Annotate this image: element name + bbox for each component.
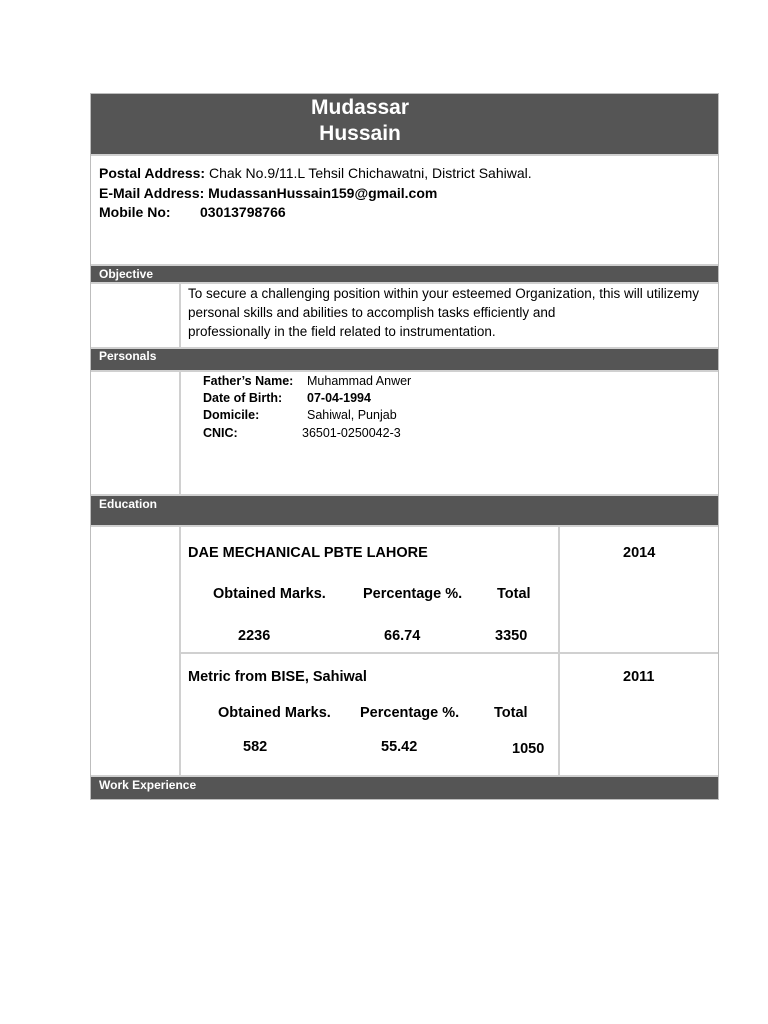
education-year: 2011 <box>623 669 655 685</box>
objective-left-column <box>91 284 181 347</box>
education-header: Education <box>91 496 718 527</box>
domicile-label: Domicile: <box>203 408 260 422</box>
percentage-value: 55.42 <box>381 739 418 755</box>
percentage-header: Percentage %. <box>363 586 463 602</box>
education-degree: Metric from BISE, Sahiwal <box>188 669 367 685</box>
obtained-marks-value: 582 <box>243 739 268 755</box>
total-value: 1050 <box>512 741 545 757</box>
name-line-1: Mudassar <box>311 96 410 119</box>
name-header <box>91 94 718 156</box>
email-row <box>99 185 437 201</box>
dob-value: 07-04-1994 <box>307 391 371 405</box>
obtained-marks-header: Obtained Marks. <box>218 705 331 721</box>
email-value: MudassanHussain159@gmail.com <box>208 185 438 201</box>
cnic-label: CNIC: <box>203 426 238 440</box>
objective-line: To secure a challenging position within your esteemed Organization, this will utilizemy <box>188 286 700 301</box>
education-row-divider <box>179 652 718 654</box>
education-section <box>91 527 718 777</box>
objective-section <box>91 284 718 349</box>
dob-label: Date of Birth: <box>203 391 283 405</box>
objective-line: personal skills and abilities to accomplish tasks efficiently and <box>188 305 556 320</box>
postal-address-row <box>99 165 532 181</box>
objective-text <box>188 284 718 341</box>
cnic-value: 36501-0250042-3 <box>302 426 401 440</box>
name-line-2: Hussain <box>319 122 401 145</box>
education-year-divider <box>558 527 560 775</box>
education-degree: DAE MECHANICAL PBTE LAHORE <box>188 545 428 561</box>
objective-line: professionally in the field related to instrumentation. <box>188 324 496 339</box>
postal-address-label: Postal Address: <box>99 165 206 181</box>
personals-section <box>91 372 718 496</box>
candidate-name <box>311 95 409 147</box>
mobile-label: Mobile No: <box>99 204 171 220</box>
total-header: Total <box>494 705 528 721</box>
contact-section <box>91 156 718 266</box>
objective-header: Objective <box>91 266 718 284</box>
education-year: 2014 <box>623 545 656 561</box>
domicile-value: Sahiwal, Punjab <box>307 408 397 422</box>
percentage-value: 66.74 <box>384 628 421 644</box>
fathers-name-label: Father’s Name: <box>203 374 294 388</box>
mobile-value: 03013798766 <box>200 204 286 220</box>
personals-header: Personals <box>91 349 718 372</box>
obtained-marks-value: 2236 <box>238 628 271 644</box>
percentage-header: Percentage %. <box>360 705 460 721</box>
fathers-name-value: Muhammad Anwer <box>307 374 412 388</box>
obtained-marks-header: Obtained Marks. <box>213 586 326 602</box>
education-left-column <box>91 527 181 775</box>
work-experience-header: Work Experience <box>91 777 718 799</box>
personals-left-column <box>91 372 181 494</box>
total-header: Total <box>497 586 531 602</box>
resume <box>90 93 719 800</box>
mobile-row <box>99 204 286 220</box>
postal-address-value: Chak No.9/11.L Tehsil Chichawatni, District Sahiwal. <box>208 165 532 181</box>
email-label: E-Mail Address: <box>99 185 205 201</box>
total-value: 3350 <box>495 628 528 644</box>
